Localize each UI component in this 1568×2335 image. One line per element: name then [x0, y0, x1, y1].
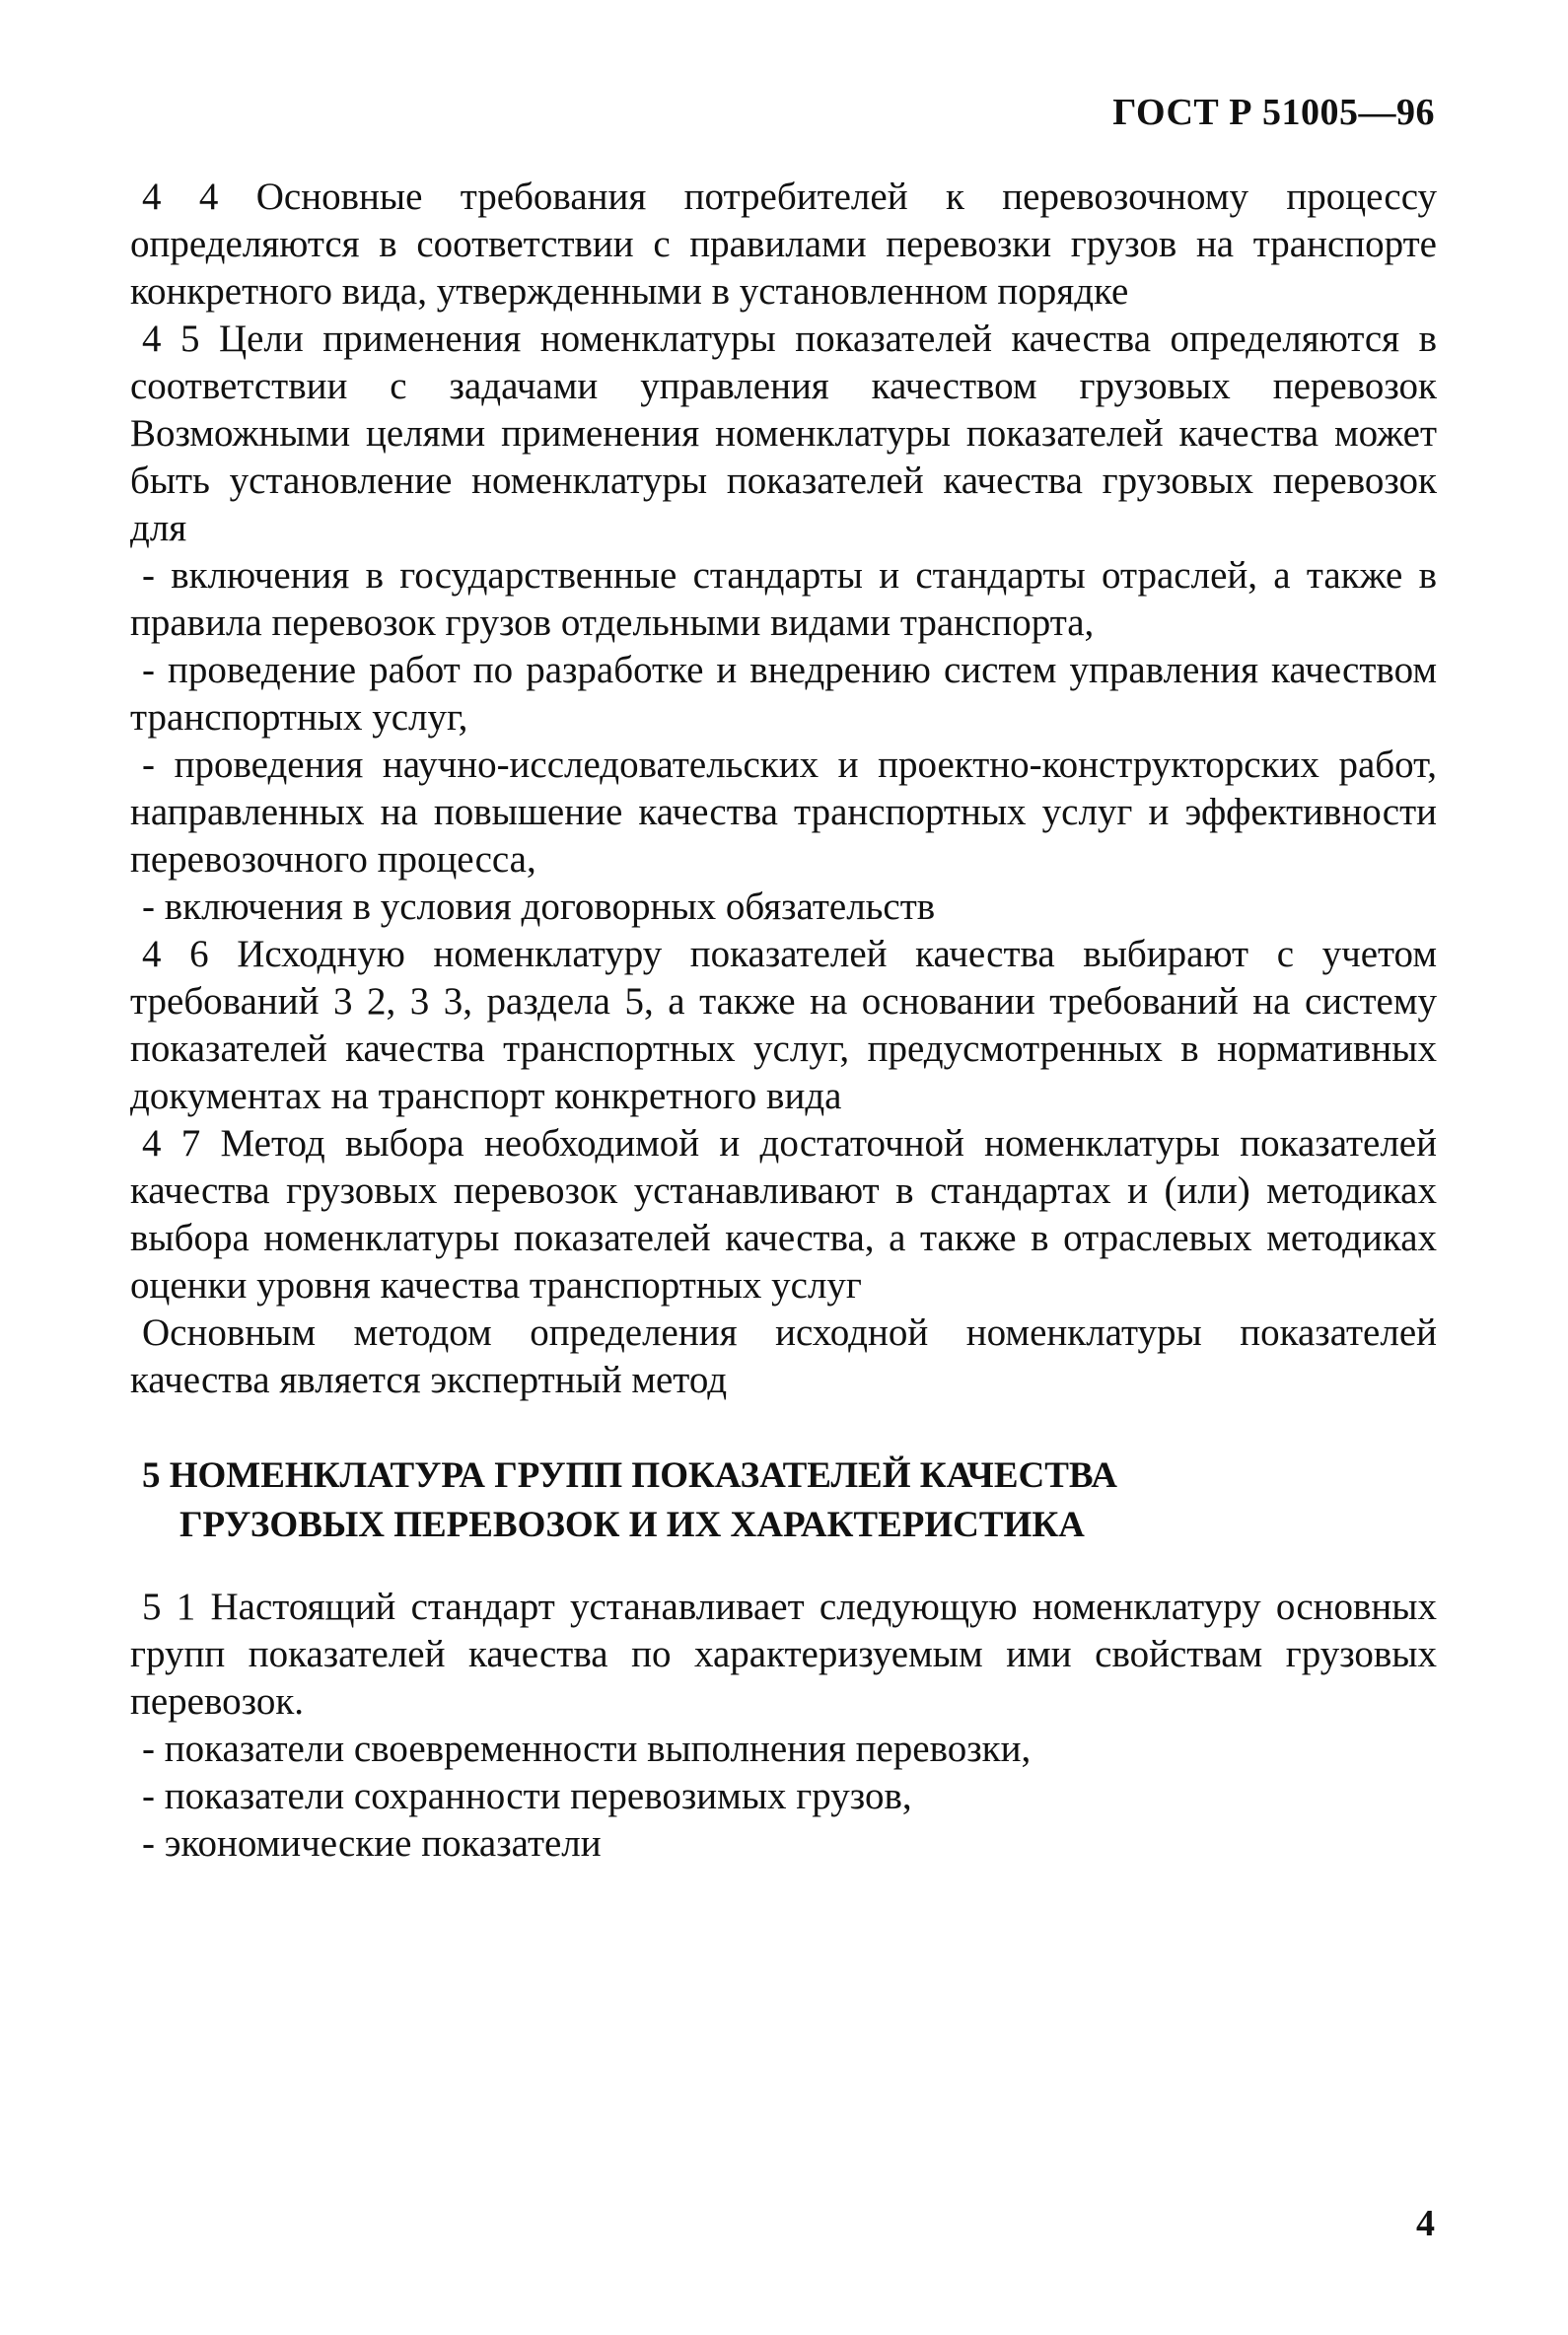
list-item: - экономические показатели: [142, 1822, 602, 1865]
paragraph-4-7: 4 7 Метод выбора необходимой и достаточной номенклатуры показателей качества грузовых перевозок устанавливают в стандартах и (или) методиках выбора номенклатуры показателей качества, а также в отраслевых методиках оценки уровня качества транспортных услуг: [130, 1122, 1437, 1307]
paragraph-4-7-note: Основным методом определения исходной номенклатуры показателей качества является экспертный метод: [130, 1311, 1437, 1401]
document-code-header: ГОСТ Р 51005—96: [1112, 92, 1435, 133]
list-item: - показатели сохранности перевозимых грузов,: [142, 1775, 912, 1817]
list-item: - проведение работ по разработке и внедрению систем управления качеством транспортных услуг,: [130, 649, 1437, 739]
body-text: [130, 174, 1437, 1868]
section-5-heading: [130, 1451, 1437, 1550]
paragraph-4-4: 4 4 Основные требования потребителей к перевозочному процессу определяются в соответствии с правилами перевозки грузов на транспорте конкретного вида, утвержденными в установленном порядке: [130, 176, 1437, 313]
page-number: 4: [1416, 2203, 1435, 2244]
list-item: - проведения научно-исследовательских и проектно-конструкторских работ, направленных на повышение качества транспортных услуг и эффективности перевозочного процесса,: [130, 743, 1437, 881]
paragraph-5-1: 5 1 Настоящий стандарт устанавливает следующую номенклатуру основных групп показателей качества по характеризуемым ими свойствам грузовых перевозок.: [130, 1586, 1437, 1723]
list-item: - включения в условия договорных обязательств: [142, 885, 936, 928]
list-item: - включения в государственные стандарты и стандарты отраслей, а также в правила перевозок грузов отдельными видами транспорта,: [130, 554, 1437, 644]
paragraph-4-6: 4 6 Исходную номенклатуру показателей качества выбирают с учетом требований 3 2, 3 3, раздела 5, а также на основании требований на систему показателей качества транспортных услуг, предусмотренных в нормативных документах на транспорт конкретного вида: [130, 933, 1437, 1117]
section-5-heading-line2: ГРУЗОВЫХ ПЕРЕВОЗОК И ИХ ХАРАКТЕРИСТИКА: [179, 1505, 1085, 1545]
list-item: - показатели своевременности выполнения перевозки,: [142, 1728, 1032, 1770]
paragraph-4-5: 4 5 Цели применения номенклатуры показателей качества определяются в соответствии с задачами управления качеством грузовых перевозок Возможными целями применения номенклатуры показателей качества может быть установление номенклатуры показателей качества грузовых перевозок для: [130, 318, 1437, 549]
section-5-heading-line1: 5 НОМЕНКЛАТУРА ГРУПП ПОКАЗАТЕЛЕЙ КАЧЕСТВА: [142, 1455, 1117, 1496]
